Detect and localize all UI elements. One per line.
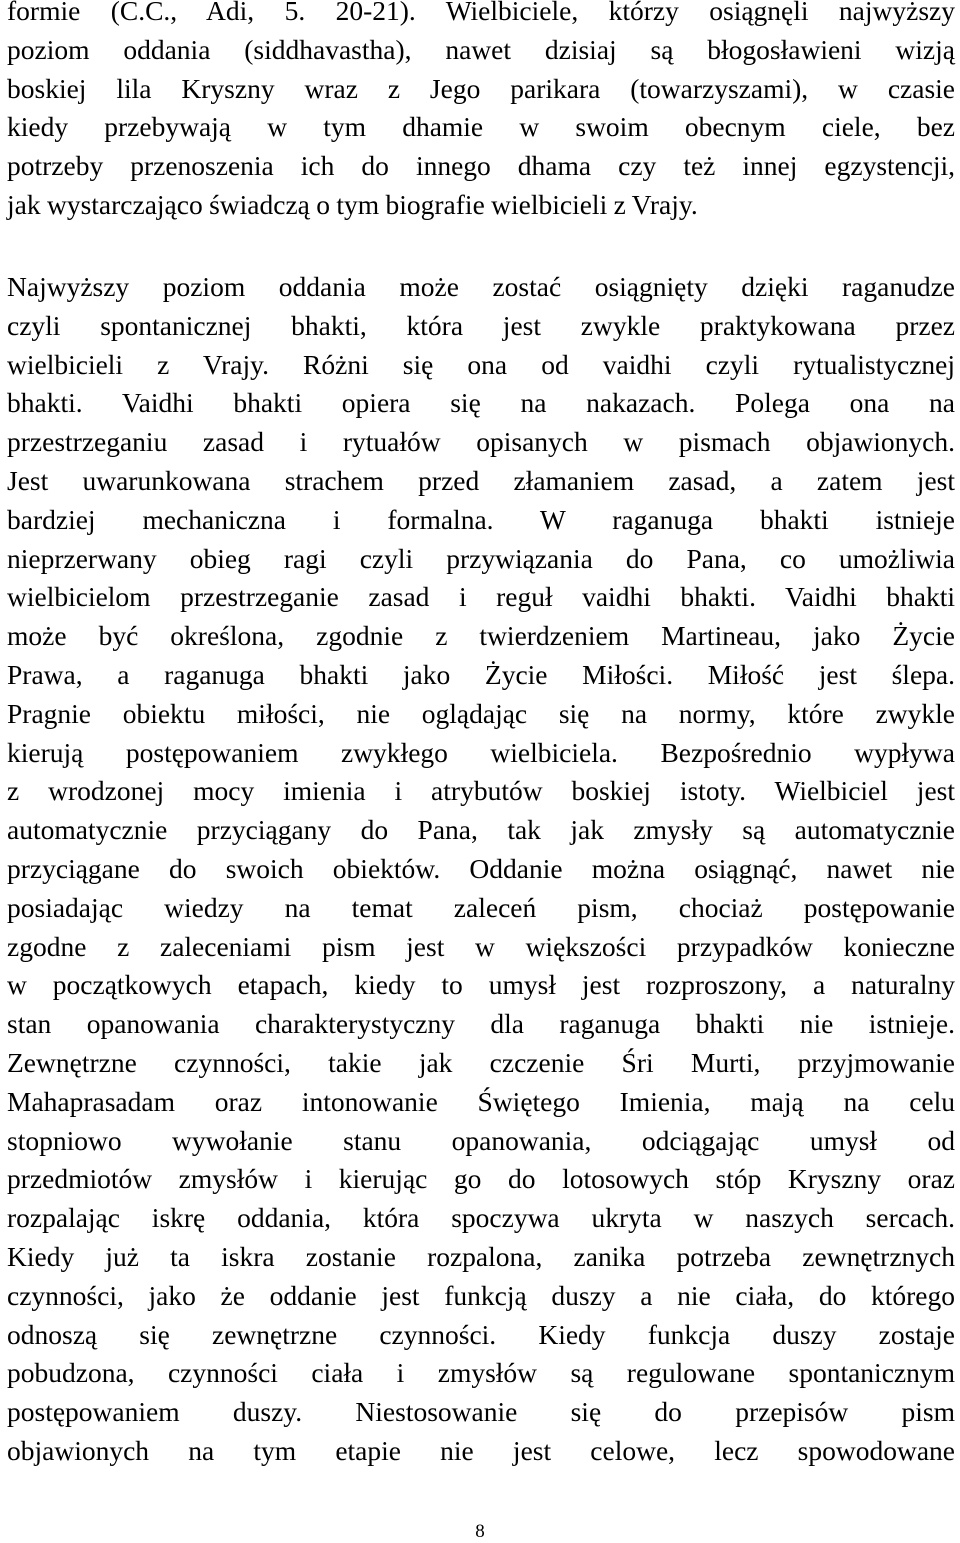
text-line: przestrzeganiu zasad i rytuałów opisanych w pismach objawionych. [7, 426, 955, 458]
text-line: z wrodzonej mocy imienia i atrybutów boskiej istoty. Wielbiciel jest [7, 775, 955, 807]
text-line: odnoszą się zewnętrzne czynności. Kiedy funkcja duszy zostaje [7, 1318, 955, 1350]
text-line: pobudzona, czynności ciała i zmysłów są regulowane spontanicznym [7, 1357, 955, 1389]
text-line: Kiedy już ta iskra zostanie rozpalona, zanika potrzeba zewnętrznych [7, 1240, 955, 1272]
text-line: czyli spontanicznej bhakti, która jest zwykle praktykowana przez [7, 309, 955, 341]
text-line: poziom oddania (siddhavastha), nawet dzisiaj są błogosławieni wizją [7, 33, 955, 65]
text-line: bardziej mechaniczna i formalna. W raganuga bhakti istnieje [7, 503, 955, 535]
text-line: stan opanowania charakterystyczny dla raganuga bhakti nie istnieje. [7, 1008, 955, 1040]
text-line: Mahaprasadam oraz intonowanie Świętego Imienia, mają na celu [7, 1085, 955, 1117]
text-line: stopniowo wywołanie stanu opanowania, odciągając umysł od [7, 1124, 955, 1156]
text-line: Najwyższy poziom oddania może zostać osiągnięty dzięki raganudze [7, 271, 955, 302]
text-line: rozpalając iskrę oddania, która spoczywa ukryta w naszych sercach. [7, 1202, 955, 1234]
paragraph-1 [7, 0, 955, 225]
text-line: formie (C.C., Adi, 5. 20-21). Wielbiciele, którzy osiągnęli najwyższy [7, 0, 955, 26]
text-line: Jest uwarunkowana strachem przed złamaniem zasad, a zatem jest [7, 464, 955, 496]
text-line: bhakti. Vaidhi bhakti opiera się na nakazach. Polega ona na [7, 387, 955, 419]
text-line: nieprzerwany obieg ragi czyli przywiązania do Pana, co umożliwia [7, 542, 955, 574]
text-line: automatycznie przyciągany do Pana, tak jak zmysły są automatycznie [7, 814, 955, 846]
page-number: 8 [475, 1521, 485, 1542]
text-line: wielbicielom przestrzeganie zasad i reguł vaidhi bhakti. Vaidhi bhakti [7, 581, 955, 613]
text-line: Pragnie obiektu miłości, nie oglądając się na normy, które zwykle [7, 697, 955, 729]
text-line: kiedy przebywają w tym dhamie w swoim obecnym ciele, bez [7, 111, 955, 143]
text-line: może być określona, zgodnie z twierdzeniem Martineau, jako Życie [7, 620, 955, 652]
text-line: Zewnętrzne czynności, takie jak czczenie Śri Murti, przyjmowanie [7, 1046, 955, 1078]
text-line: potrzeby przenoszenia ich do innego dhama czy też innej egzystencji, [7, 150, 955, 182]
text-line: wielbicieli z Vrajy. Różni się ona od vaidhi czyli rytualistycznej [7, 348, 955, 380]
text-line: kierują postępowaniem zwykłego wielbiciela. Bezpośrednio wypływa [7, 736, 955, 768]
text-line: posiadając wiedzy na temat zaleceń pism, chociaż postępowanie [7, 891, 955, 923]
text-line: postępowaniem duszy. Niestosowanie się do przepisów pism [7, 1396, 955, 1428]
paragraph-2 [7, 268, 955, 1471]
text-line: w początkowych etapach, kiedy to umysł jest rozproszony, a naturalny [7, 969, 955, 1001]
text-line: zgodne z zaleceniami pism jest w większości przypadków konieczne [7, 930, 955, 962]
text-line: przedmiotów zmysłów i kierując go do lotosowych stóp Kryszny oraz [7, 1163, 955, 1195]
text-line: jak wystarczająco świadczą o tym biografie wielbicieli z Vrajy. [7, 188, 698, 220]
text-line: przyciągane do swoich obiektów. Oddanie można osiągnąć, nawet nie [7, 852, 955, 884]
text-line: czynności, jako że oddanie jest funkcją duszy a nie ciała, do którego [7, 1279, 955, 1311]
text-line: objawionych na tym etapie nie jest celowe, lecz spowodowane [7, 1434, 955, 1466]
text-line: Prawa, a raganuga bhakti jako Życie Miłości. Miłość jest ślepa. [7, 658, 955, 690]
text-line: boskiej lila Kryszny wraz z Jego parikara (towarzyszami), w czasie [7, 72, 955, 104]
